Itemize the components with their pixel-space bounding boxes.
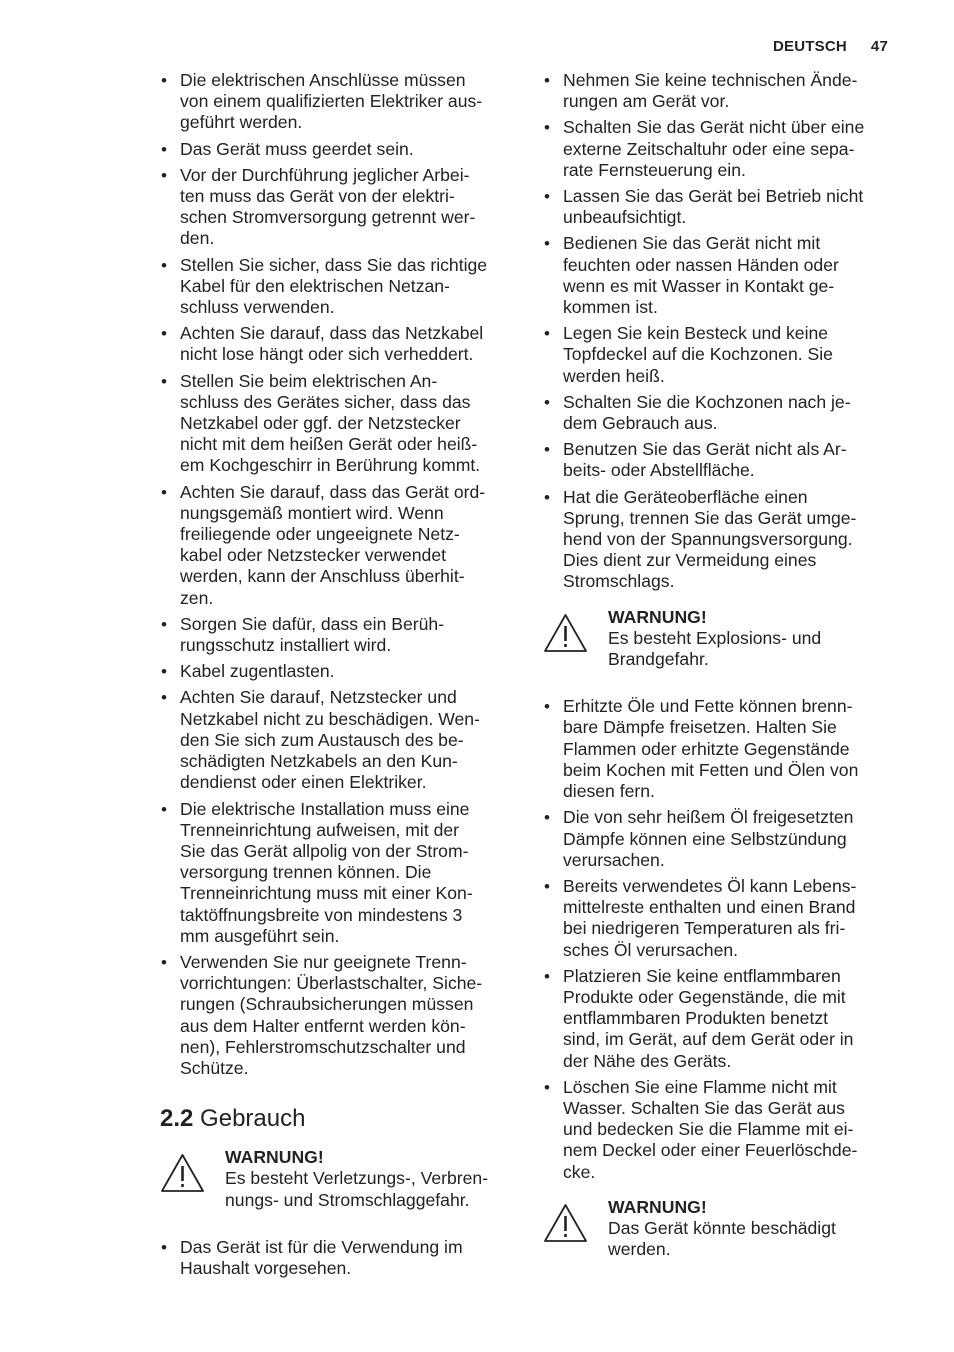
list-item xyxy=(543,70,903,112)
list-item-line: hend von der Spannungsversorgung. xyxy=(563,529,853,550)
list-item xyxy=(543,186,903,228)
list-item-line: externe Zeitschaltuhr oder eine sepa- xyxy=(563,138,855,159)
list-item xyxy=(160,1237,520,1279)
list-item-line: • Die elektrische Installation muss eine xyxy=(180,798,470,819)
list-item-line: kabel oder Netzstecker verwendet xyxy=(180,545,446,566)
list-item-line: Trenneinrichtung aufweisen, mit der xyxy=(180,819,460,840)
list-item-line: • Erhitzte Öle und Fette können brenn- xyxy=(563,696,853,717)
list-item-line: diesen fern. xyxy=(563,781,655,802)
list-item xyxy=(160,255,520,319)
header-section: DEUTSCH xyxy=(773,38,847,55)
warning-text xyxy=(608,607,821,671)
warning-text xyxy=(608,1197,836,1261)
warning-line: Es besteht Verletzungs-, Verbren- xyxy=(225,1168,489,1189)
right-column xyxy=(543,70,903,1286)
list-item xyxy=(160,371,520,477)
list-item-line: beim Kochen mit Fetten und Ölen von xyxy=(563,759,859,780)
warning-line: Es besteht Explosions- und xyxy=(608,627,822,648)
list-item-line: Netzkabel nicht zu beschädigen. Wen- xyxy=(180,708,480,729)
list-item-line: Dämpfe können eine Selbstzündung xyxy=(563,828,847,849)
warning-title: WARNUNG! xyxy=(608,1196,707,1217)
right-bullet-list-2 xyxy=(543,696,903,1182)
list-item-line: • Benutzen Sie das Gerät nicht als Ar- xyxy=(563,439,847,460)
list-item-line: werden heiß. xyxy=(563,365,665,386)
list-item-line: mm ausgeführt sein. xyxy=(180,925,340,946)
list-item xyxy=(160,482,520,609)
list-item-line: Topfdeckel auf die Kochzonen. Sie xyxy=(563,344,833,365)
warning-title: WARNUNG! xyxy=(608,606,707,627)
list-item xyxy=(160,70,520,134)
list-item xyxy=(543,233,903,318)
list-item-line: entflammbaren Produkten benetzt xyxy=(563,1008,829,1029)
list-item-line: feuchten oder nassen Händen oder xyxy=(563,254,839,275)
list-item xyxy=(543,1077,903,1183)
list-item xyxy=(160,139,520,160)
list-item-line: freiliegende oder ungeeignete Netz- xyxy=(180,524,460,545)
list-item-line: Stromschlags. xyxy=(563,571,675,592)
list-item-line: Dies dient zur Vermeidung eines xyxy=(563,550,817,571)
list-item-line: • Die elektrischen Anschlüsse müssen xyxy=(180,70,466,90)
list-item-line: rungen (Schraubsicherungen müssen xyxy=(180,994,474,1015)
list-item-line: aus dem Halter entfernt werden kön- xyxy=(180,1015,466,1036)
list-item xyxy=(160,661,520,682)
list-item-line: schluss des Gerätes sicher, dass das xyxy=(180,391,471,412)
warning-box-damage xyxy=(543,1197,903,1261)
list-item-line: cke. xyxy=(563,1161,596,1182)
list-item-line: geführt werden. xyxy=(180,112,303,133)
list-item-line: den Sie sich zum Austausch des be- xyxy=(180,729,464,750)
list-item-line: kommen ist. xyxy=(563,297,658,318)
warning-line: werden. xyxy=(608,1239,671,1260)
list-item-line: • Legen Sie kein Besteck und keine xyxy=(563,323,829,344)
list-item-line: • Vor der Durchführung jeglicher Arbei- xyxy=(180,164,470,185)
list-item xyxy=(160,687,520,793)
list-item-line: • Hat die Geräteoberfläche einen xyxy=(563,486,808,507)
list-item-line: • Achten Sie darauf, dass das Gerät ord- xyxy=(180,481,486,502)
left-bullet-list-2 xyxy=(160,1237,520,1279)
list-item-line: nicht lose hängt oder sich verheddert. xyxy=(180,344,474,365)
list-item-line: verursachen. xyxy=(563,849,665,870)
list-item xyxy=(160,799,520,947)
list-item-line: • Sorgen Sie dafür, dass ein Berüh- xyxy=(180,613,445,634)
list-item-line: beits- oder Abstellfläche. xyxy=(563,460,755,481)
list-item-line: • Kabel zugentlasten. xyxy=(180,661,335,682)
section-heading xyxy=(160,1105,520,1133)
list-item-line: versorgung trennen können. Die xyxy=(180,862,432,883)
list-item-line: • Das Gerät ist für die Verwendung im xyxy=(180,1236,463,1257)
list-item xyxy=(543,807,903,871)
list-item-line: nen), Fehlerstromschutzschalter und xyxy=(180,1036,466,1057)
list-item-line: taktöffnungsbreite von mindestens 3 xyxy=(180,904,463,925)
list-item xyxy=(543,876,903,961)
list-item-line: sind, im Gerät, auf dem Gerät oder in xyxy=(563,1029,854,1050)
list-item-line: Sprung, trennen Sie das Gerät umge- xyxy=(563,507,857,528)
list-item-line: der Nähe des Geräts. xyxy=(563,1050,732,1071)
list-item-line: rate Fernsteuerung ein. xyxy=(563,159,746,180)
list-item-line: nungsgemäß montiert wird. Wenn xyxy=(180,502,444,523)
left-bullet-list xyxy=(160,70,520,1079)
list-item-line: • Schalten Sie die Kochzonen nach je- xyxy=(563,391,851,412)
warning-triangle-icon xyxy=(160,1153,205,1193)
list-item-line: dendienst oder einen Elektriker. xyxy=(180,772,427,793)
list-item-line: vorrichtungen: Überlastschalter, Siche- xyxy=(180,973,483,994)
warning-title: WARNUNG! xyxy=(225,1147,324,1168)
list-item xyxy=(543,696,903,802)
section-number: 2.2 xyxy=(160,1105,194,1133)
list-item-line: schluss verwenden. xyxy=(180,297,335,318)
list-item-line: • Schalten Sie das Gerät nicht über eine xyxy=(563,117,865,138)
list-item-line: werden, kann der Anschluss überhit- xyxy=(180,566,465,587)
list-item-line: den. xyxy=(180,228,215,249)
list-item-line: Haushalt vorgesehen. xyxy=(180,1257,352,1278)
warning-triangle-icon xyxy=(543,613,588,653)
list-item-line: ten muss das Gerät von der elektri- xyxy=(180,186,455,207)
list-item-line: • Platzieren Sie keine entflammbaren xyxy=(563,965,841,986)
list-item xyxy=(160,323,520,365)
list-item-line: • Stellen Sie sicher, dass Sie das richtige xyxy=(180,254,488,275)
list-item-line: • Lassen Sie das Gerät bei Betrieb nicht xyxy=(563,186,864,207)
list-item-line: • Verwenden Sie nur geeignete Trenn- xyxy=(180,951,467,972)
warning-line: Das Gerät könnte beschädigt xyxy=(608,1217,836,1238)
list-item-line: em Kochgeschirr in Berührung kommt. xyxy=(180,455,481,476)
warning-line: nungs- und Stromschlaggefahr. xyxy=(225,1189,470,1210)
list-item-line: und bedecken Sie die Flamme mit ei- xyxy=(563,1119,854,1140)
list-item xyxy=(543,439,903,481)
list-item-line: rungen am Gerät vor. xyxy=(563,91,730,112)
list-item-line: Schütze. xyxy=(180,1057,249,1078)
list-item-line: • Bereits verwendetes Öl kann Lebens- xyxy=(563,875,857,896)
list-item-line: von einem qualifizierten Elektriker aus- xyxy=(180,91,483,112)
list-item-line: • Achten Sie darauf, Netzstecker und xyxy=(180,687,457,708)
list-item xyxy=(543,966,903,1072)
right-bullet-list xyxy=(543,70,903,593)
list-item-line: • Bedienen Sie das Gerät nicht mit xyxy=(563,233,821,254)
list-item-line: bei niedrigeren Temperaturen als fri- xyxy=(563,918,846,939)
list-item-line: Sie das Gerät allpolig von der Strom- xyxy=(180,840,469,861)
list-item xyxy=(543,323,903,387)
list-item-line: sches Öl verursachen. xyxy=(563,939,739,960)
list-item-line: nicht mit dem heißen Gerät oder heiß- xyxy=(180,434,478,455)
list-item xyxy=(160,165,520,250)
warning-box xyxy=(160,1147,520,1211)
list-item-line: Produkte oder Gegenstände, die mit xyxy=(563,986,846,1007)
list-item-line: unbeaufsichtigt. xyxy=(563,207,687,228)
list-item-line: • Löschen Sie eine Flamme nicht mit xyxy=(563,1076,837,1097)
list-item-line: Netzkabel oder ggf. der Netzstecker xyxy=(180,413,461,434)
warning-text xyxy=(225,1147,488,1211)
list-item-line: dem Gebrauch aus. xyxy=(563,413,718,434)
list-item-line: rungsschutz installiert wird. xyxy=(180,635,392,656)
warning-triangle-icon xyxy=(543,1203,588,1243)
list-item-line: Flammen oder erhitzte Gegenstände xyxy=(563,738,850,759)
section-title: Gebrauch xyxy=(200,1105,306,1133)
list-item-line: mittelreste enthalten und einen Brand xyxy=(563,897,856,918)
list-item xyxy=(160,952,520,1079)
list-item-line: • Achten Sie darauf, dass das Netzkabel xyxy=(180,323,484,344)
list-item xyxy=(160,614,520,656)
list-item-line: bare Dämpfe freisetzen. Halten Sie xyxy=(563,717,837,738)
list-item-line: Trenneinrichtung muss mit einer Kon- xyxy=(180,883,473,904)
list-item-line: Kabel für den elektrischen Netzan- xyxy=(180,275,450,296)
list-item xyxy=(543,487,903,593)
list-item-line: schädigten Netzkabels an den Kun- xyxy=(180,751,458,772)
warning-line: Brandgefahr. xyxy=(608,649,709,670)
list-item-line: • Stellen Sie beim elektrischen An- xyxy=(180,370,438,391)
left-column xyxy=(160,70,520,1284)
list-item-line: • Die von sehr heißem Öl freigesetzten xyxy=(563,807,854,828)
list-item-line: schen Stromversorgung getrennt wer- xyxy=(180,207,476,228)
page-header xyxy=(773,38,888,55)
list-item-line: • Das Gerät muss geerdet sein. xyxy=(180,138,414,159)
page-number: 47 xyxy=(870,38,888,55)
list-item-line: Wasser. Schalten Sie das Gerät aus xyxy=(563,1097,845,1118)
list-item-line: wenn es mit Wasser in Kontakt ge- xyxy=(563,275,835,296)
list-item-line: zen. xyxy=(180,587,214,608)
list-item xyxy=(543,392,903,434)
warning-box-explosion xyxy=(543,607,903,671)
list-item-line: nem Deckel oder einer Feuerlöschde- xyxy=(563,1140,858,1161)
list-item xyxy=(543,117,903,181)
list-item-line: • Nehmen Sie keine technischen Ände- xyxy=(563,70,858,90)
